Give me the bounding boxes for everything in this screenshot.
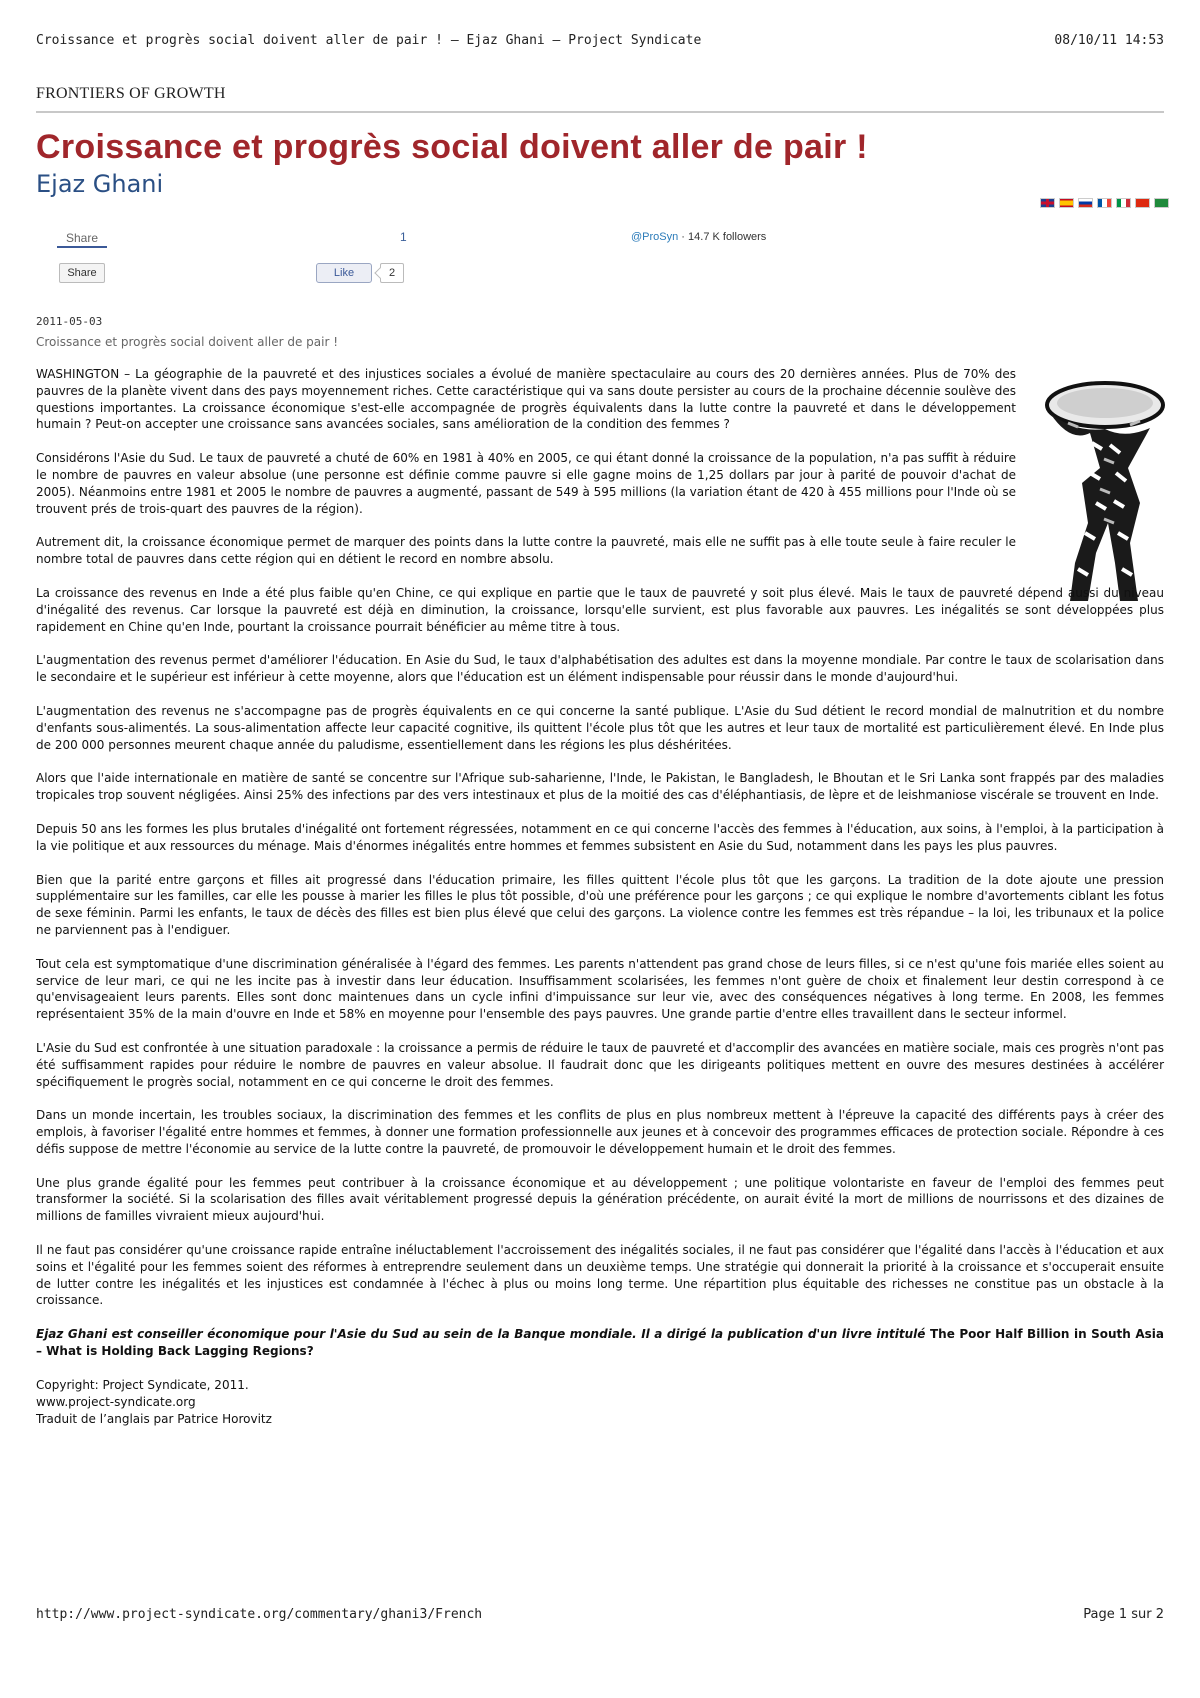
- print-page-title: Croissance et progrès social doivent aller de pair ! – Ejaz Ghani – Project Syndicate: [36, 33, 702, 48]
- print-footer: [36, 1607, 1164, 1627]
- share-button[interactable]: Share: [59, 263, 105, 283]
- twitter-follow[interactable]: [631, 231, 766, 243]
- paragraph: Il ne faut pas considérer qu'une croissance rapide entraîne inéluctablement l'accroissement des inégalités sociales, il ne faut pas considérer que l'égalité dans l'accès à l'éducation et aux soins et l'égalité pour les femmes soient des réformes à entreprendre seulement dans un deuxième temps. Une stratégie qui donnerait la priorité à la croissance et s'occuperait ensuite de lutter contre les inégalités et les injustices est condamnée à l'échec à plus ou moins long terme. Une répartition plus équitable des richesses ne constitue pas un obstacle à la croissance.: [36, 1243, 1164, 1308]
- print-url[interactable]: http://www.project-syndicate.org/commentary/ghani3/French: [36, 1607, 483, 1622]
- paragraph: Bien que la parité entre garçons et filles ait progressé dans l'éducation primaire, les filles quittent l'école plus tôt que les garçons. La tradition de la dote ajoute une pression supplémentaire sur les familles, car elle les pousse à marier les filles le plus tôt possible, d'où une préférence pour les garçons ; ce qui explique le nombre d'avortements ciblant les fotus de sexe féminin. Parmi les enfants, le taux de décès des filles est bien plus élevé que celui des garçons. La violence contre les femmes est très répandue – la loi, les tribunaux et la police ne parviennent pas à l'endiguer.: [36, 872, 1164, 937]
- spain-flag-icon[interactable]: [1059, 198, 1074, 208]
- language-flags: [1040, 198, 1173, 208]
- paragraph: Dans un monde incertain, les troubles sociaux, la discrimination des femmes et les conflits de plus en plus nombreux mettent à l'épreuve la capacité des différents pays à créer des emplois, à favoriser l'égalité entre hommes et femmes, à donner une formation professionnelle aux jeunes et à concevoir des programmes efficaces de protection sociale. Répondre à ces défis suppose de mettre l'économie au service de la lutte contre la pauvreté, de promouvoir le développement humain et le droit des femmes.: [36, 1108, 1164, 1156]
- article-subtitle: Croissance et progrès social doivent aller de pair !: [36, 335, 339, 349]
- paragraph: La croissance des revenus en Inde a été plus faible qu'en Chine, ce qui explique en partie que le taux de pauvreté y soit plus élevé. Mais le taux de pauvreté dépend aussi du niveau d'inégalité des revenus. Car lorsque la pauvreté est déjà en diminution, la croissance, lorsqu'elle survient, est plus favorable aux pauvres. Les inégalités se sont développées plus rapidement en Chine qu'en Inde, pourtant la croissance pourrait bénéficier au même titre à tous.: [36, 585, 1164, 634]
- author-name[interactable]: Ejaz Ghani: [36, 170, 164, 198]
- paragraph: WASHINGTON – La géographie de la pauvreté et des injustices sociales a évolué de manière spectaculaire au cours des 20 dernières années. Plus de 70% des pauvres de la planète vivent dans des pays moyennement riches. Cette caractéristique qui va sans doute persister au cours de la prochaine décennie soulève des questions importantes. La croissance économique s'est-elle accompagnée de progrès équivalents dans la lutte contre la pauvreté et dans le développement humain ? Peut-on accepter une croissance sans avancées sociales, sans amélioration de la condition des femmes ?: [36, 367, 1016, 432]
- like-button[interactable]: Like: [316, 263, 372, 283]
- russia-flag-icon[interactable]: [1078, 198, 1093, 208]
- paragraph: L'Asie du Sud est confrontée à une situation paradoxale : la croissance a permis de réduire le taux de pauvreté et d'accomplir des avancées en matière sociale, mais ces progrès n'ont pas été suffisamment rapides pour réduire le nombre de pauvres en valeur absolue. Il faudrait donc que les dirigeants politiques mettent en ouvre des mesures destinées à accélérer spécifiquement le progrès social, notamment en ce qui concerne le droit des femmes.: [36, 1040, 1164, 1089]
- china-flag-icon[interactable]: [1135, 198, 1150, 208]
- article-body: [36, 366, 1164, 1428]
- print-header: [36, 33, 1164, 53]
- share-count: 1: [400, 230, 407, 244]
- paragraph: L'augmentation des revenus ne s'accompagne pas de progrès équivalents en ce qui concerne la santé publique. L'Asie du Sud détient le record mondial de malnutrition et du nombre d'enfants sous-alimentés. La sous-alimentation affecte leur capacité cognitive, ils quittent l'école plus tôt que les autres et leur taux de mortalité est particulièrement élevé. En Inde plus de 200 000 personnes meurent chaque année du paludisme, essentiellement dans les régions les plus déshéritées.: [36, 703, 1164, 752]
- paragraph: Tout cela est symptomatique d'une discrimination généralisée à l'égard des femmes. Les parents n'attendent pas grand chose de leurs filles, si ce n'est qu'une fois mariée elles soient au service de leur mari, ce qui ne les incite pas à investir dans leur éducation. Insuffisamment scolarisées, les femmes n'ont guère de choix et finalement leur destin correspond à ce qu'envisageaient leurs parents. Elles sont donc maintenues dans un cycle infini d'impuissance sur leur vie, avec des conséquences négatives à long terme. En 2008, les femmes représentaient 35% de la main d'ouvre en Inde et 58% en moyenne pour l'ensemble des pays pauvres. Une grande partie d'entre elles travaillent dans le secteur informel.: [36, 956, 1164, 1022]
- copyright-line: Copyright: Project Syndicate, 2011.: [36, 1377, 249, 1392]
- article-date: 2011-05-03: [36, 315, 103, 328]
- paragraph: L'augmentation des revenus permet d'améliorer l'éducation. En Asie du Sud, le taux d'alphabétisation des adultes est dans la moyenne mondiale. Par contre le taux de scolarisation dans le secondaire et le supérieur est inférieur à cette moyenne, alors que l'éducation est un élément indispensable pour réussir dans le monde d'aujourd'hui.: [36, 653, 1164, 685]
- paragraph: Depuis 50 ans les formes les plus brutales d'inégalité ont fortement régressées, notamment en ce qui concerne l'accès des femmes à l'éducation, aux soins, à l'emploi, à la participation à la vie politique et aux ressources du ménage. Mais d'énormes inégalités entre hommes et femmes subsistent en Asie du Sud, notamment dans les pays les plus pauvres.: [36, 821, 1164, 853]
- paragraph: Alors que l'aide internationale en matière de santé se concentre sur l'Afrique sub-saharienne, l'Inde, le Pakistan, le Bangladesh, le Bhoutan et le Sri Lanka sont frappés par des maladies tropicales trop souvent négligées. Ainsi 25% des infections par des vers intestinaux et plus de la moitié des cas d'éléphantiasis, de lèpre et de leishmaniose viscérale se trouvent en Inde.: [36, 771, 1164, 803]
- share-link[interactable]: Share: [57, 231, 107, 248]
- website-line[interactable]: www.project-syndicate.org: [36, 1394, 196, 1409]
- credits: [36, 1377, 1164, 1428]
- twitter-followers: · 14.7 K followers: [678, 231, 767, 243]
- france-flag-icon[interactable]: [1097, 198, 1112, 208]
- arabic-flag-icon[interactable]: [1154, 198, 1169, 208]
- translation-line: Traduit de l’anglais par Patrice Horovitz: [36, 1411, 272, 1426]
- paragraph: Une plus grande égalité pour les femmes peut contribuer à la croissance économique et au développement ; une politique volontariste en faveur de l'emploi des femmes peut transformer la société. Si la scolarisation des filles avait véritablement progressé depuis la génération précédente, on aurait évité la mort de millions de nourrissons et des dizaines de millions de familles vivraient mieux aujourd'hui.: [36, 1175, 1164, 1224]
- paragraph: Considérons l'Asie du Sud. Le taux de pauvreté a chuté de 60% en 1981 à 40% en 2005, ce qui étant donné la croissance de la population, n'a pas suffit à réduire le nombre de pauvres en valeur absolue (une personne est définie comme pauvre si elle gagne moins de 1,25 dollars par jour à parité de pouvoir d'achat de 2005). Néanmoins entre 1981 et 2005 le nombre de pauvres a augmenté, passant de 549 à 595 millions (la variation étant de 420 à 455 millions pour l'Inde où se trouvent prés de trois-quart des pauvres de la région).: [36, 451, 1016, 516]
- author-bio-text: Ejaz Ghani est conseiller économique pour l'Asie du Sud au sein de la Banque mondiale. Il a dirigé la publication d'un livre intitulé: [36, 1327, 930, 1342]
- section-divider: [36, 111, 1164, 113]
- like-count: 2: [380, 263, 404, 283]
- author-bio: [36, 1326, 1164, 1360]
- italy-flag-icon[interactable]: [1116, 198, 1131, 208]
- twitter-handle[interactable]: @ProSyn: [631, 231, 679, 243]
- paragraph: Autrement dit, la croissance économique permet de marquer des points dans la lutte contre la pauvreté, mais elle ne suffit pas à elle toute seule à faire reculer le nombre total de pauvres dans cette région qui en détient le record en nombre absolu.: [36, 535, 1016, 567]
- section-label: FRONTIERS OF GROWTH: [36, 85, 226, 102]
- page-number: Page 1 sur 2: [1083, 1607, 1164, 1622]
- book-title: The Poor Half Billion in South Asia – What is Holding Back Lagging Regions?: [36, 1327, 1164, 1359]
- uk-flag-icon[interactable]: [1040, 198, 1055, 208]
- article-title: Croissance et progrès social doivent aller de pair !: [36, 128, 868, 166]
- print-datetime: 08/10/11 14:53: [1054, 33, 1164, 48]
